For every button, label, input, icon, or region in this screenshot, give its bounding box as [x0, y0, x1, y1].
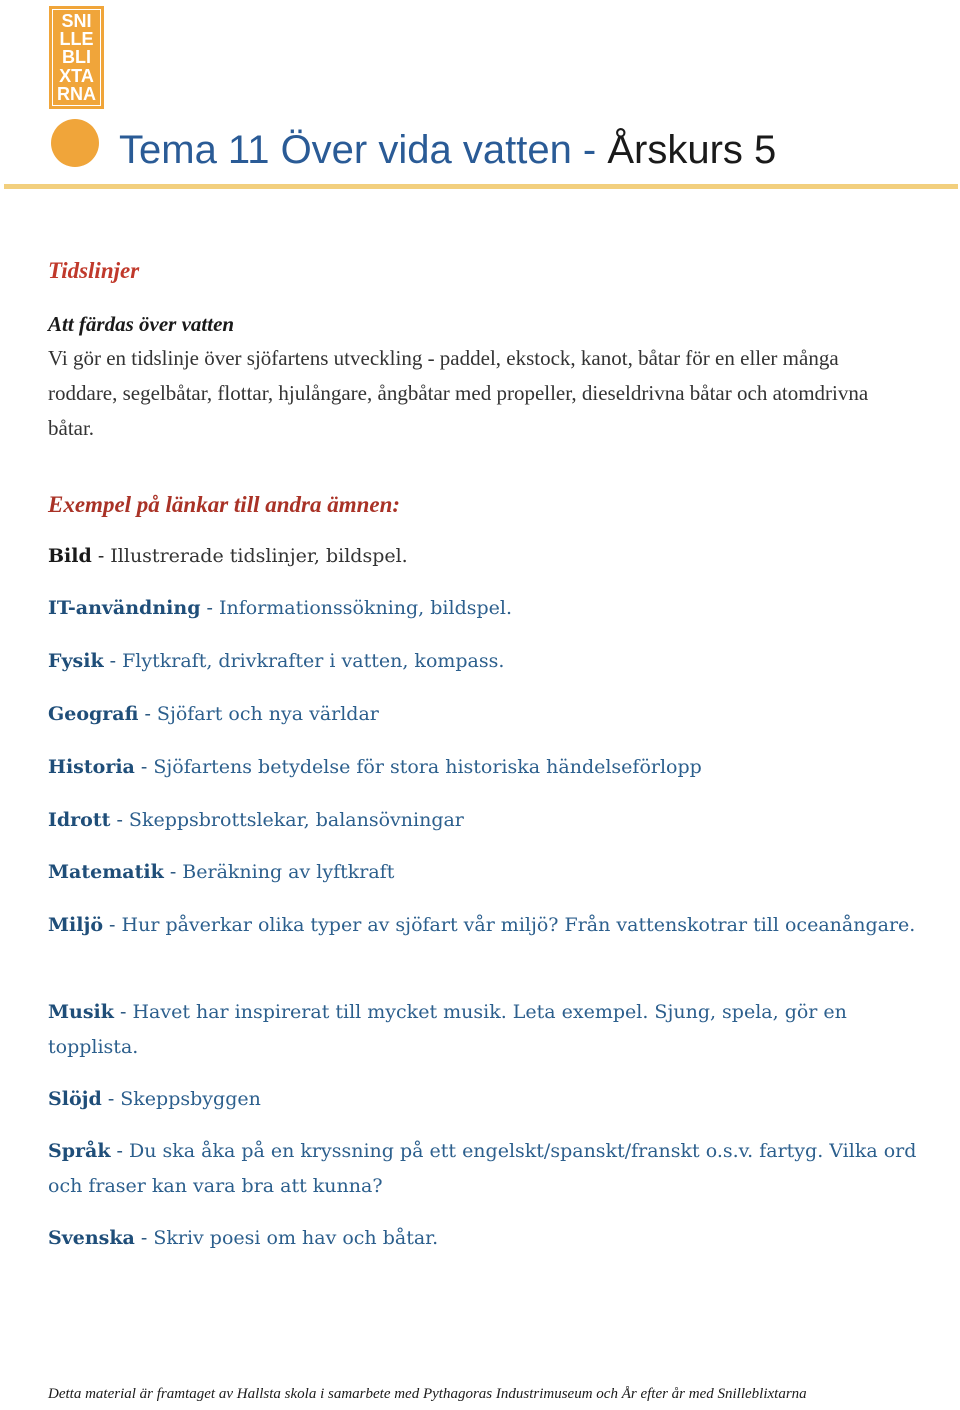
- subject-sprak: [48, 1134, 928, 1204]
- subject-geografi: [48, 697, 928, 732]
- subject-musik: [48, 995, 928, 1065]
- subject-matematik: [48, 855, 928, 890]
- subject-desc: Sjöfart och nya världar: [156, 703, 379, 725]
- section-title: Tidslinjer: [48, 258, 140, 283]
- subject-desc: Havet har inspirerat till mycket musik. Leta exempel. Sjung, spela, gör en topplista.: [48, 1001, 847, 1058]
- subject-separator: -: [113, 1001, 133, 1023]
- subject-name: Slöjd: [48, 1088, 102, 1110]
- subject-separator: -: [91, 545, 111, 567]
- snilleblixtarna-logo: [49, 6, 104, 109]
- subject-miljo: [48, 908, 928, 943]
- orange-circle-icon: [51, 119, 99, 167]
- subject-desc: Skriv poesi om hav och båtar.: [153, 1227, 439, 1249]
- subject-desc: Informationssökning, bildspel.: [218, 597, 513, 619]
- subject-separator: -: [163, 861, 183, 883]
- subject-separator: -: [103, 914, 122, 936]
- subject-name: Historia: [48, 756, 135, 778]
- sub-title: Att färdas över vatten: [48, 312, 235, 336]
- logo-line: LLE: [59, 29, 94, 50]
- subject-historia: [48, 750, 928, 785]
- subject-desc: Skeppsbyggen: [120, 1088, 261, 1110]
- subject-separator: -: [110, 1140, 129, 1162]
- subject-name: Miljö: [48, 914, 104, 936]
- intro-paragraph: Vi gör en tidslinje över sjöfartens utveckling - paddel, ekstock, kanot, båtar för en eller många roddare, segelbåtar, flottar, hjulångare, ångbåtar med propeller, dieseldrivna båtar och atomdrivna båtar.: [48, 346, 869, 440]
- subject-separator: -: [110, 809, 129, 831]
- subject-name: Matematik: [48, 861, 164, 883]
- subject-separator: -: [103, 650, 123, 672]
- subject-name: Musik: [48, 1001, 114, 1023]
- subject-desc: Sjöfartens betydelse för stora historiska händelseförlopp: [153, 756, 702, 778]
- subject-idrott: [48, 803, 928, 838]
- subject-fysik: [48, 644, 928, 679]
- subject-name: Språk: [48, 1140, 111, 1162]
- page-footer: Detta material är framtaget av Hallsta skola i samarbete med Pythagoras Industrimuseum och År efter år med Snilleblixtarna: [48, 1386, 807, 1402]
- subject-desc: Skeppsbrottslekar, balansövningar: [128, 809, 464, 831]
- logo-line: XTA: [59, 65, 94, 86]
- subject-name: Fysik: [48, 650, 104, 672]
- subject-desc: Beräkning av lyftkraft: [182, 861, 395, 883]
- title-grade: Årskurs 5: [607, 128, 777, 172]
- title-main: Tema 11 Över vida vatten -: [119, 128, 608, 172]
- subject-name: Bild: [48, 545, 92, 567]
- subject-it: [48, 591, 928, 626]
- subject-name: IT-användning: [48, 597, 201, 619]
- subject-name: Svenska: [48, 1227, 135, 1249]
- subject-separator: -: [134, 756, 154, 778]
- subject-desc: Illustrerade tidslinjer, bildspel.: [110, 545, 408, 567]
- subject-name: Geografi: [48, 703, 139, 725]
- logo-line: SNI: [61, 11, 92, 32]
- links-heading: Exempel på länkar till andra ämnen:: [48, 492, 401, 517]
- logo-frame: [52, 9, 101, 106]
- subject-name: Idrott: [48, 809, 111, 831]
- subject-separator: -: [101, 1088, 121, 1110]
- subject-separator: -: [134, 1227, 154, 1249]
- subject-bild: [48, 539, 928, 574]
- logo-line: RNA: [57, 83, 96, 104]
- subject-separator: -: [138, 703, 157, 725]
- subject-desc: Flytkraft, drivkrafter i vatten, kompass.: [122, 650, 505, 672]
- header-divider: [4, 184, 958, 189]
- subject-svenska: [48, 1221, 928, 1256]
- subject-desc: Hur påverkar olika typer av sjöfart vår miljö? Från vattenskotrar till oceanångare.: [121, 914, 916, 936]
- subject-separator: -: [200, 597, 219, 619]
- subject-desc: Du ska åka på en kryssning på ett engelskt/spanskt/franskt o.s.v. fartyg. Vilka ord och fraser kan vara bra att kunna?: [48, 1140, 917, 1197]
- subject-slojd: [48, 1082, 928, 1117]
- page-title: [119, 124, 776, 176]
- logo-line: BLI: [62, 47, 91, 68]
